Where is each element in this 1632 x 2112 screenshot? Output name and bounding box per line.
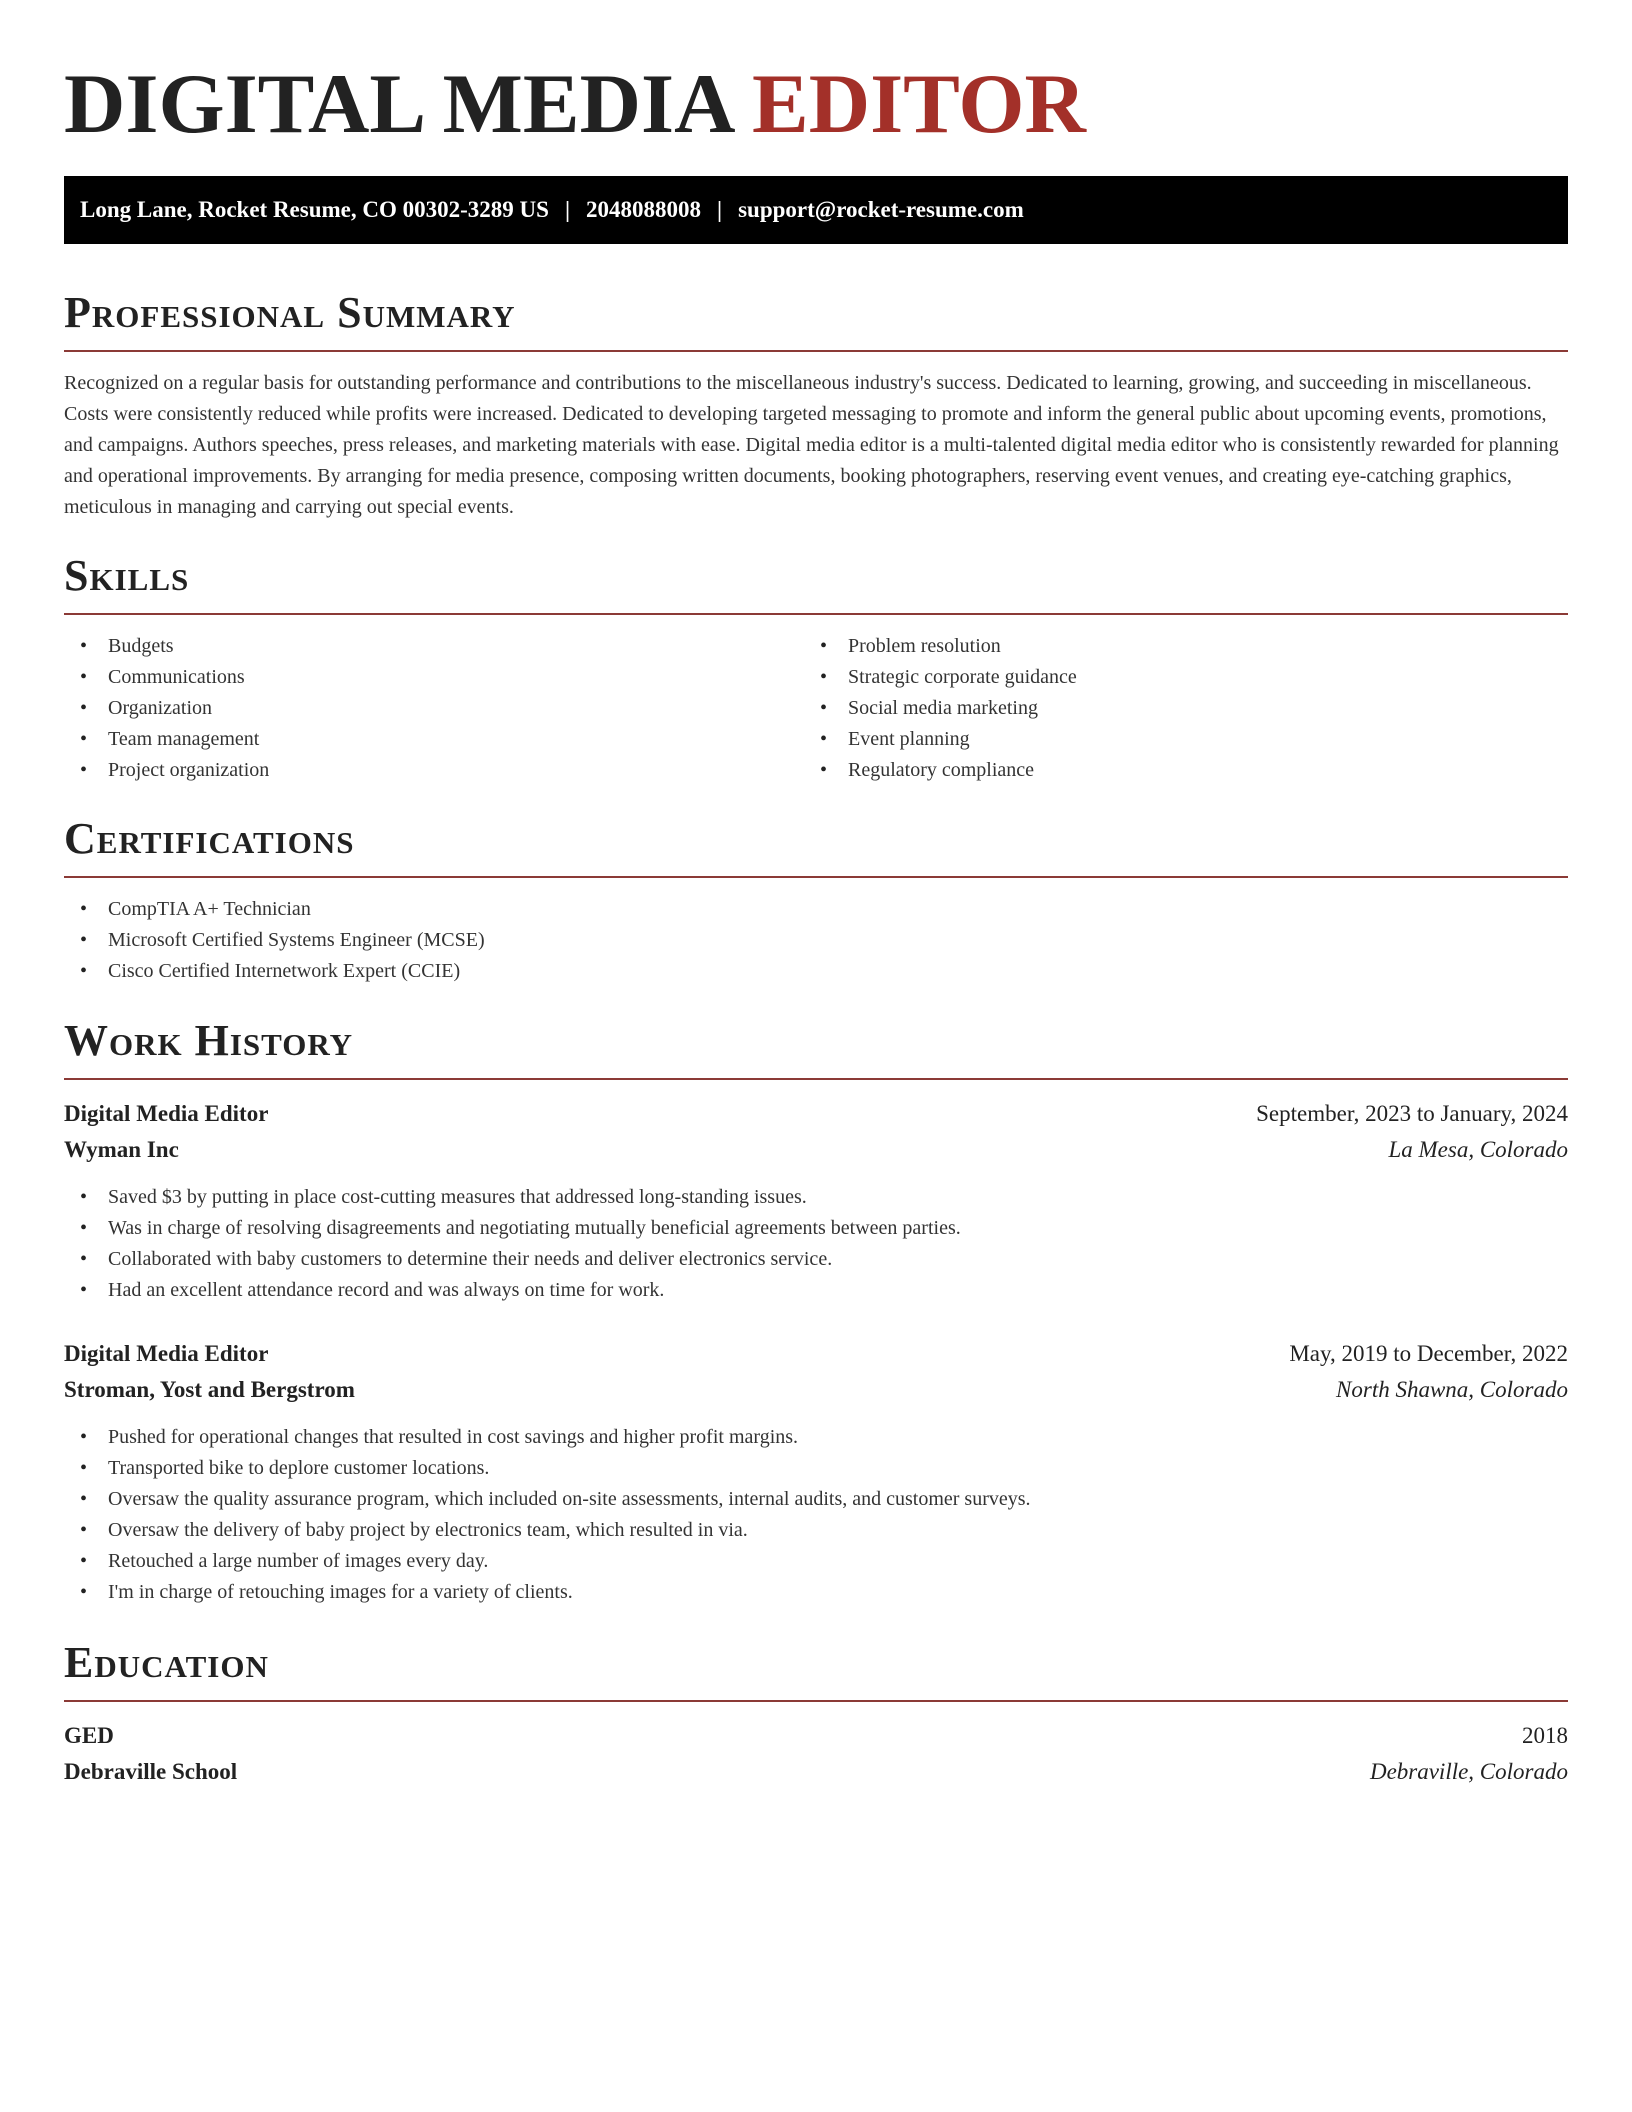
certifications-list [64, 894, 1568, 987]
job-company-row [64, 1132, 1568, 1168]
job-bullet: • Collaborated with baby customers to determine their needs and deliver electronics service. [64, 1244, 1568, 1275]
education-entry [64, 1718, 1568, 1790]
skill-item: • Budgets [64, 631, 804, 662]
contact-separator: | [717, 197, 723, 222]
certification-item: • CompTIA A+ Technician [64, 894, 1568, 925]
certification-item: • Cisco Certified Internetwork Expert (CCIE) [64, 956, 1568, 987]
contact-bar [64, 176, 1568, 244]
job-bullet: • I'm in charge of retouching images for a variety of clients. [64, 1577, 1568, 1608]
certifications-section [64, 812, 1568, 987]
job-dates: May, 2019 to December, 2022 [1289, 1341, 1568, 1366]
education-degree: GED [64, 1723, 114, 1748]
job-title: Digital Media Editor [64, 1341, 269, 1366]
skill-item: • Team management [64, 724, 804, 755]
skills-list-right [804, 631, 1544, 786]
contact-email: support@rocket-resume.com [738, 197, 1024, 222]
section-divider [64, 1078, 1568, 1080]
job-bullet: • Had an excellent attendance record and was always on time for work. [64, 1275, 1568, 1306]
job-company: Wyman Inc [64, 1137, 179, 1162]
job-title: Digital Media Editor [64, 1101, 269, 1126]
skill-item: • Strategic corporate guidance [804, 662, 1544, 693]
section-title: Skills [64, 551, 190, 600]
education-header-row [64, 1718, 1568, 1754]
job-entry [64, 1336, 1568, 1608]
contact-phone: 2048088008 [586, 197, 702, 222]
job-company-row [64, 1372, 1568, 1408]
section-title: Professional Summary [64, 288, 516, 337]
education-section [64, 1636, 1568, 1790]
job-bullets [64, 1182, 1568, 1306]
job-bullet: • Saved $3 by putting in place cost-cutting measures that addressed long-standing issues. [64, 1182, 1568, 1213]
skill-item: • Organization [64, 693, 804, 724]
job-dates: September, 2023 to January, 2024 [1256, 1101, 1568, 1126]
skills-list-left [64, 631, 804, 786]
job-entry [64, 1096, 1568, 1306]
contact-separator: | [564, 197, 571, 222]
name-accent: EDITOR [752, 57, 1086, 151]
education-school: Debraville School [64, 1759, 238, 1784]
work-history-section [64, 1014, 1568, 1608]
job-location: La Mesa, Colorado [1388, 1137, 1568, 1162]
job-bullet: • Oversaw the delivery of baby project by electronics team, which resulted in via. [64, 1515, 1568, 1546]
section-title: Work History [64, 1016, 354, 1065]
skill-item: • Problem resolution [804, 631, 1544, 662]
contact-address: Long Lane, Rocket Resume, CO 00302-3289 US [80, 197, 549, 222]
job-bullet: • Pushed for operational changes that resulted in cost savings and higher profit margins. [64, 1422, 1568, 1453]
skill-item: • Social media marketing [804, 693, 1544, 724]
job-company: Stroman, Yost and Bergstrom [64, 1377, 355, 1402]
section-divider [64, 1700, 1568, 1702]
section-title: Certifications [64, 814, 355, 863]
education-year: 2018 [1522, 1723, 1568, 1748]
job-bullets [64, 1422, 1568, 1608]
job-header-row [64, 1336, 1568, 1372]
skills-columns [64, 631, 1568, 786]
job-bullet: • Was in charge of resolving disagreements and negotiating mutually beneficial agreements between parties. [64, 1213, 1568, 1244]
section-title: Education [64, 1638, 269, 1687]
education-school-row [64, 1754, 1568, 1790]
skills-section [64, 549, 1568, 786]
section-divider [64, 876, 1568, 878]
job-bullet: • Oversaw the quality assurance program, which included on-site assessments, internal audits, and customer surveys. [64, 1484, 1568, 1515]
skill-item: • Project organization [64, 755, 804, 786]
section-divider [64, 613, 1568, 615]
job-location: North Shawna, Colorado [1336, 1377, 1568, 1402]
section-divider [64, 350, 1568, 352]
education-location: Debraville, Colorado [1369, 1759, 1568, 1784]
skill-item: • Regulatory compliance [804, 755, 1544, 786]
skill-item: • Communications [64, 662, 804, 693]
job-header-row [64, 1096, 1568, 1132]
name-main: DIGITAL MEDIA [64, 57, 731, 151]
job-bullet: • Retouched a large number of images every day. [64, 1546, 1568, 1577]
resume-name [64, 54, 1086, 154]
summary-text: Recognized on a regular basis for outstanding performance and contributions to the miscellaneous industry's success. Dedicated to learning, growing, and succeeding in miscellaneous. Costs were consistently reduced while profits were increased. Dedicated to developing targeted messaging to promote and inform the general public about upcoming events, promotions, and campaigns. Authors speeches, press releases, and marketing materials with ease. Digital media editor is a multi-talented digital media editor who is consistently rewarded for planning and operational improvements. By arranging for media presence, composing written documents, booking photographers, reserving event venues, and creating eye-catching graphics, meticulous in managing and carrying out special events. [64, 372, 1559, 518]
summary-section [64, 286, 1568, 523]
certification-item: • Microsoft Certified Systems Engineer (MCSE) [64, 925, 1568, 956]
job-bullet: • Transported bike to deplore customer locations. [64, 1453, 1568, 1484]
skill-item: • Event planning [804, 724, 1544, 755]
